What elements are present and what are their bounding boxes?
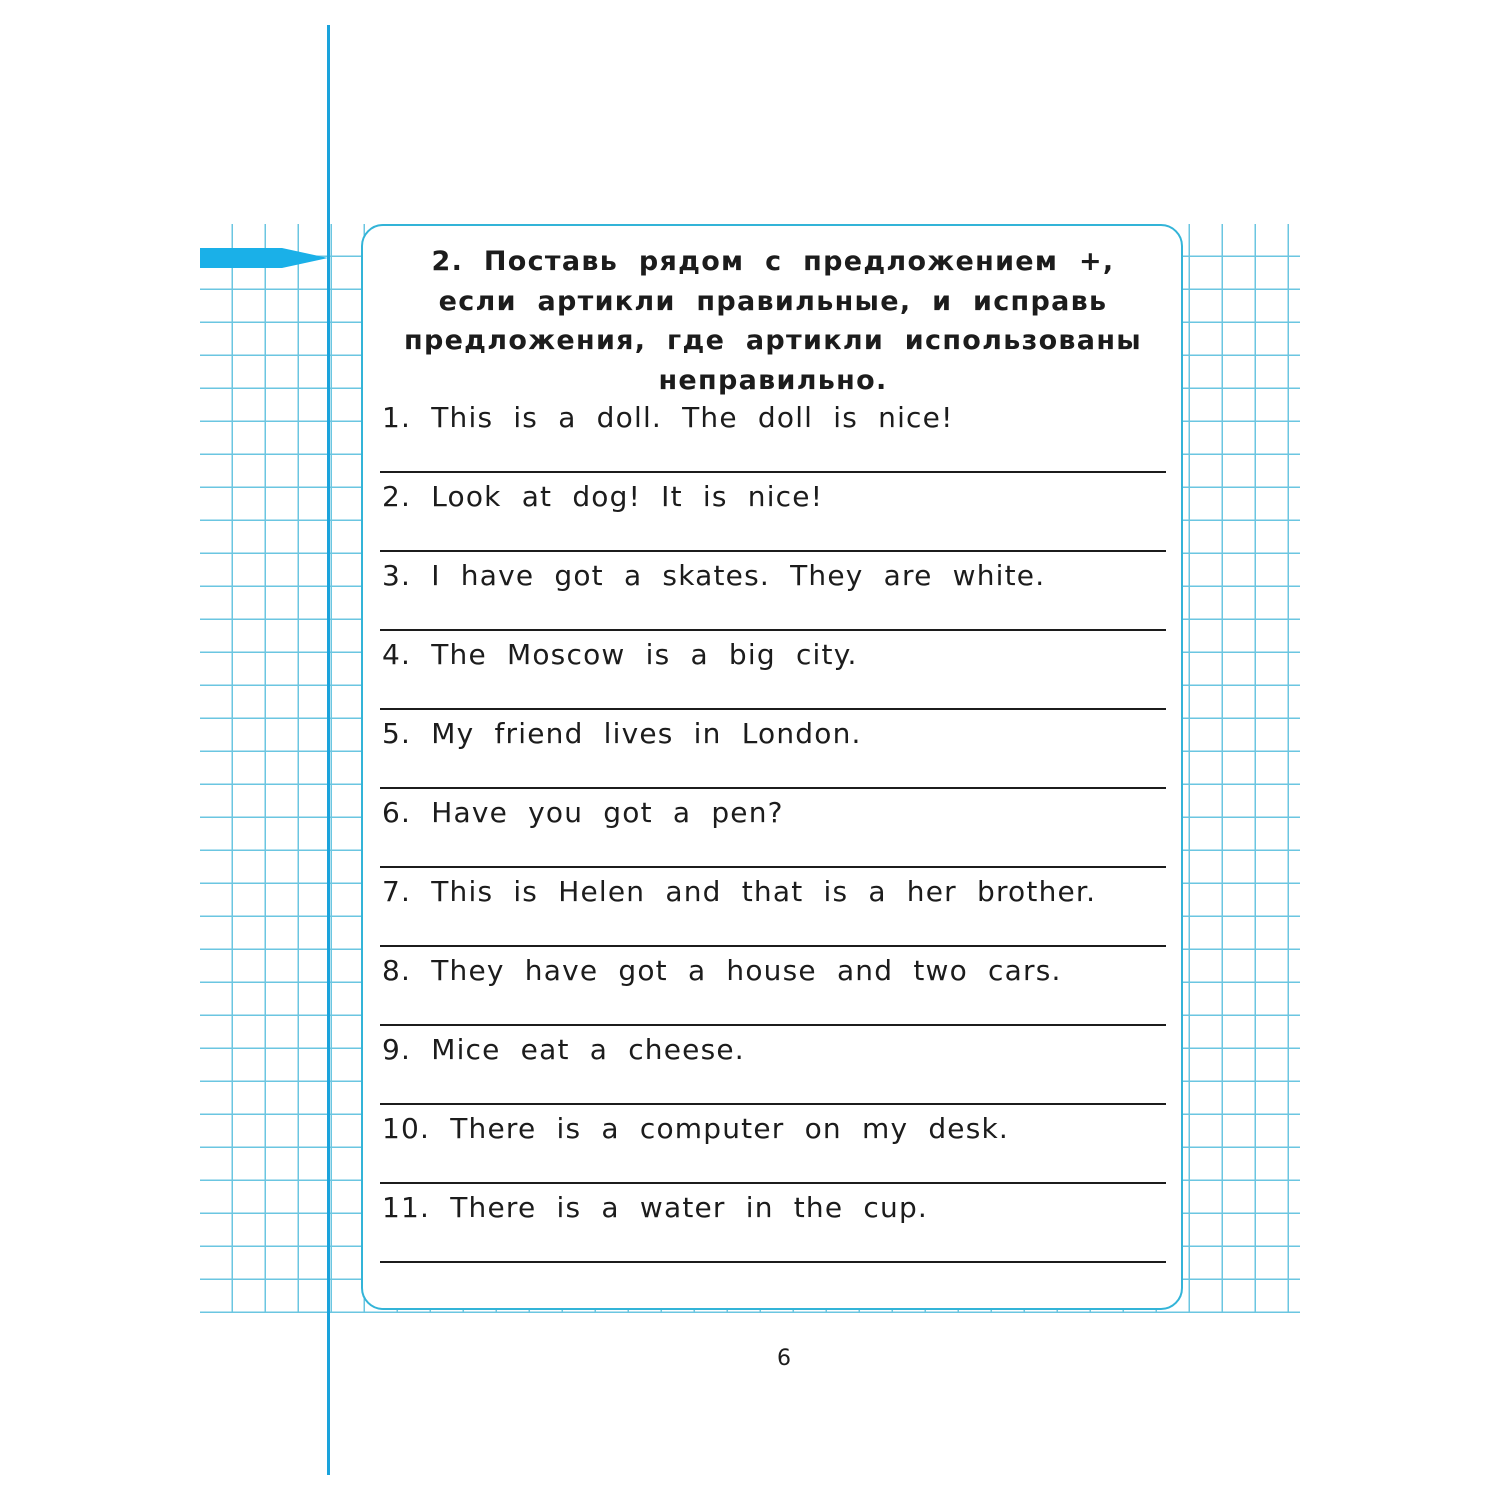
sentence-row[interactable] [380,552,1166,631]
sentence-text: 11. There is a water in the cup. [382,1191,929,1224]
sentence-text: 10. There is a computer on my desk. [382,1112,1010,1145]
sentence-text: 7. This is Helen and that is a her brother. [382,875,1097,908]
sentence-text: 4. The Moscow is a big city. [382,638,858,671]
sentence-text: 8. They have got a house and two cars. [382,954,1062,987]
sentence-text: 6. Have you got a pen? [382,796,784,829]
margin-line [327,25,330,1475]
sentence-row[interactable] [380,710,1166,789]
sentence-row[interactable] [380,1105,1166,1184]
sentence-text: 3. I have got a skates. They are white. [382,559,1046,592]
sentence-row[interactable] [380,868,1166,947]
sentence-text: 5. My friend lives in London. [382,717,862,750]
sentence-row[interactable] [380,631,1166,710]
sentence-row[interactable] [380,1184,1166,1263]
pencil-arrow-icon [200,248,328,268]
sentence-text: 2. Look at dog! It is nice! [382,480,824,513]
sentence-text: 1. This is a doll. The doll is nice! [382,401,954,434]
task-instruction: 2. Поставь рядом с предложением +, если артикли правильные, и исправь предложения, где артикли использованы неправильно. [403,246,1143,396]
sentence-row[interactable] [380,394,1166,473]
sentence-row[interactable] [380,473,1166,552]
sentence-row[interactable] [380,947,1166,1026]
sentence-text: 9. Mice eat a cheese. [382,1033,745,1066]
sentence-row[interactable] [380,1026,1166,1105]
sentence-list [380,394,1166,1263]
page-number: 6 [777,1346,791,1371]
pencil-arrow-shape [200,248,328,268]
sentence-row[interactable] [380,789,1166,868]
